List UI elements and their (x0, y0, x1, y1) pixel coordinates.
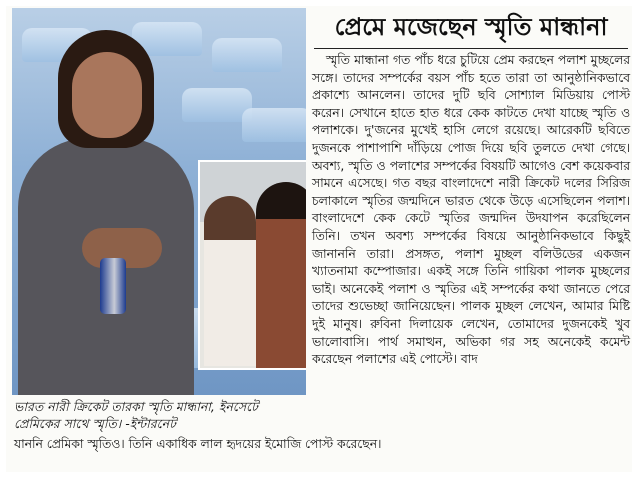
headline-rule (314, 48, 628, 49)
inset-person-right (256, 182, 306, 368)
article-paragraph: স্মৃতি মান্ধানা গত পাঁচ ধরে চুটিয়ে প্রেম করছেন পলাশ মুচ্ছলের সঙ্গে। তাদের সম্পর্কের বয়স পাঁচ হতে তারা তা আনুষ্ঠানিকভাবে প্রকাশ্যে আনলেন। তাদের দুটি ছবি সোশ্যাল মিডিয়ায় পোস্ট করেন। সেখানে হাতে হাত ধরে কেক কাটতে দেখা যাচ্ছে স্মৃতি ও পলাশকে। দু'জনের মুখেই হাসি লেগে রয়েছে। আরেকটি ছবিতে দুজনকে পাশাপাশি দাঁড়িয়ে পোজ দিয়ে ছবি তুলতে দেখা গেছে। অবশ্য, স্মৃতি ও পলাশের সম্পর্কের বিষয়টি আগেও বেশ কয়েকবার সামনে এসেছে। গত বছর বাংলাদেশে নারী ক্রিকেট দলের সিরিজ চলাকালে স্মৃতির জন্মদিনে ভারত থেকে উড়ে এসেছিলেন পলাশ। বাংলাদেশে কেক কেটে স্মৃতির জন্মদিন উদযাপন করেছিলেন তিনি। তখন অবশ্য সম্পর্কের বিষয়ে আনুষ্ঠানিকভাবে কিছুই জানাননি তারা। প্রসঙ্গত, পলাশ মুচ্ছল বলিউডের একজন খ্যাতনামা কম্পোজার। একই সঙ্গে তিনি গায়িকা পালক মুচ্ছলের ভাই। অনেকেই পলাশ ও স্মৃতির এই সম্পর্কের কথা জানতে পেরে তাদের শুভেচ্ছা জানিয়েছেন। পালক মুচ্ছল লেখেন, আমার মিষ্টি দুই মানুষ। রুবিনা দিলায়েক লেখেন, তোমাদের দুজনকেই খুব ভালোবাসি। পার্থ সমাত্থন, অভিকা গর সহ অনেকেই কমেন্ট করেছেন পলাশের এই পোস্টে। বাদ (312, 53, 631, 367)
stadium-seat (212, 38, 282, 72)
inset-photo (198, 160, 306, 370)
stadium-seat (242, 108, 306, 142)
inset-person-left (204, 196, 256, 366)
drink-can (100, 258, 126, 314)
photo-caption: ভারত নারী ক্রিকেট তারকা স্মৃতি মান্ধানা, ইনসেটে প্রেমিকের সাথে স্মৃতি। -ইন্টারনেট (14, 399, 258, 431)
headline: প্রেমে মজেছেন স্মৃতি মান্ধানা (334, 13, 608, 41)
article-tail: যাননি প্রেমিকা স্মৃতিও। তিনি একাধিক লাল হৃদয়ের ইমোজি পোস্ট করেছেন। (14, 437, 382, 451)
article-body (312, 52, 630, 369)
main-photo (12, 8, 306, 395)
player-face (72, 52, 142, 138)
